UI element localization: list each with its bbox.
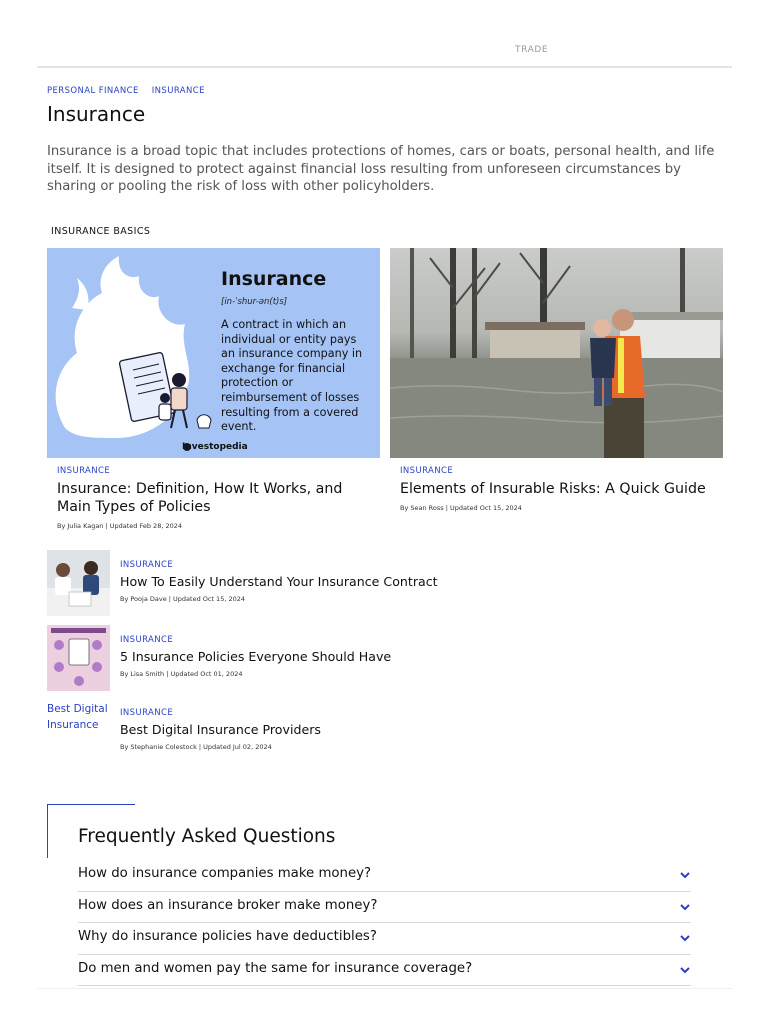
- faq-item[interactable]: [78, 955, 691, 987]
- section-label-insurance-basics: INSURANCE BASICS: [51, 226, 151, 237]
- page-title: Insurance: [47, 102, 146, 126]
- definition-pronunciation: [in-ˈshur-ən(t)s]: [221, 297, 288, 307]
- footer-divider: [37, 988, 732, 989]
- faq-accent-line: [47, 804, 135, 805]
- chevron-down-icon[interactable]: [679, 870, 691, 880]
- breadcrumb-personal-finance[interactable]: PERSONAL FINANCE: [47, 86, 139, 96]
- list-item-thumbnail[interactable]: [47, 550, 110, 616]
- policies-infographic-illustration: [47, 625, 110, 691]
- list-item-byline: By Pooja Dave | Updated Oct 15, 2024: [120, 595, 246, 603]
- list-item-thumbnail[interactable]: [47, 700, 110, 766]
- card-byline: By Julia Kagan | Updated Feb 28, 2024: [57, 522, 183, 530]
- list-item-five-policies[interactable]: [47, 625, 687, 691]
- list-item-tag[interactable]: INSURANCE: [120, 560, 174, 570]
- faq-question[interactable]: Do men and women pay the same for insurance coverage?: [78, 960, 473, 976]
- featured-card-insurance-definition[interactable]: [47, 248, 380, 530]
- faq-item[interactable]: [78, 860, 691, 892]
- list-item-thumbnail[interactable]: [47, 625, 110, 691]
- list-item-tag[interactable]: INSURANCE: [120, 708, 174, 718]
- top-navigation-bar: [37, 0, 732, 68]
- office-meeting-illustration: [47, 550, 110, 616]
- page-intro: Insurance is a broad topic that includes protections of homes, cars or boats, personal health, and life itself. It is designed to protect against financial loss resulting from unforeseen circumstances by sharing or pooling the risk of loss with other policyholders.: [47, 144, 715, 194]
- flood-photo-illustration: [390, 248, 723, 458]
- definition-title: Insurance: [221, 268, 327, 290]
- chevron-down-icon[interactable]: [679, 933, 691, 943]
- card-headline[interactable]: Elements of Insurable Risks: A Quick Guide: [400, 481, 706, 497]
- breadcrumb-insurance[interactable]: INSURANCE: [151, 86, 205, 96]
- definition-body: A contract in which an individual or entity pays an insurance company in exchange for financial protection or reimbursement of losses resulting from a covered event.: [221, 318, 363, 434]
- chevron-down-icon[interactable]: [679, 902, 691, 912]
- definition-image[interactable]: [47, 248, 380, 458]
- list-item-byline: By Lisa Smith | Updated Oct 01, 2024: [120, 670, 243, 678]
- faq-question[interactable]: How do insurance companies make money?: [78, 866, 372, 881]
- card-byline: By Sean Ross | Updated Oct 15, 2024: [400, 504, 522, 512]
- card-tag[interactable]: INSURANCE: [57, 466, 111, 476]
- investopedia-logo: Investopedia: [182, 442, 248, 452]
- broken-image-alt-text: Best Digital Insurance: [47, 703, 108, 731]
- featured-card-insurable-risks[interactable]: [390, 248, 723, 512]
- faq-accent-line: [47, 804, 48, 858]
- breadcrumb: [47, 86, 205, 96]
- list-item-understand-contract[interactable]: [47, 550, 687, 616]
- faq-item[interactable]: [78, 892, 691, 924]
- chevron-down-icon[interactable]: [679, 965, 691, 975]
- faq-question[interactable]: Why do insurance policies have deductibles?: [78, 929, 377, 944]
- faq-title: Frequently Asked Questions: [78, 826, 336, 847]
- list-item-byline: By Stephanie Colestock | Updated Jul 02, 2024: [120, 743, 272, 751]
- flood-photo[interactable]: [390, 248, 723, 458]
- card-tag[interactable]: INSURANCE: [400, 466, 454, 476]
- faq-question[interactable]: How does an insurance broker make money?: [78, 897, 378, 913]
- nav-item-trade[interactable]: TRADE: [515, 45, 549, 55]
- list-item-digital-providers[interactable]: [47, 700, 687, 766]
- faq-item[interactable]: [78, 923, 691, 955]
- list-item-tag[interactable]: INSURANCE: [120, 635, 174, 645]
- list-item-headline[interactable]: 5 Insurance Policies Everyone Should Have: [120, 649, 392, 664]
- list-item-headline[interactable]: How To Easily Understand Your Insurance Contract: [120, 574, 438, 589]
- list-item-headline[interactable]: Best Digital Insurance Providers: [120, 722, 321, 737]
- card-headline[interactable]: Insurance: Definition, How It Works, and Main Types of Policies: [57, 481, 343, 515]
